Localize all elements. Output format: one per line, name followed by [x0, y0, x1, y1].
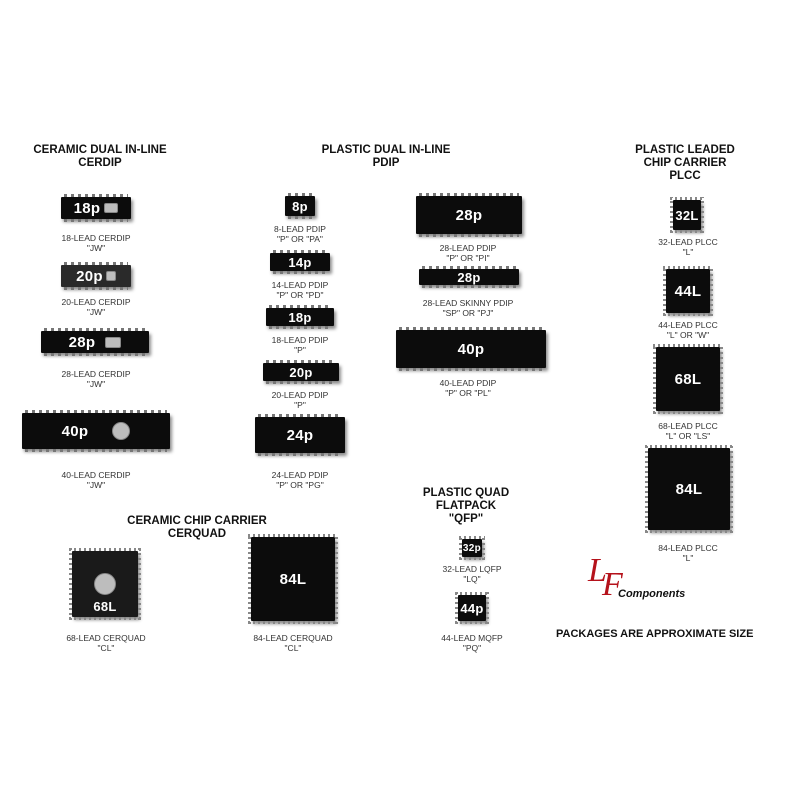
uv-window [112, 422, 130, 440]
caption-18p-pdip: 18-LEAD PDIP "P" [271, 335, 329, 355]
chip-14p-pdip: 14p [270, 253, 330, 271]
heading-plcc: PLASTIC LEADED CHIP CARRIER PLCC [635, 144, 735, 182]
uv-window [104, 203, 118, 213]
caption-18p-cerdip: 18-LEAD CERDIP "JW" [61, 233, 131, 253]
approximate-size-note: PACKAGES ARE APPROXIMATE SIZE [556, 628, 754, 640]
caption-44p-mqfp: 44-LEAD MQFP "PQ" [441, 633, 503, 653]
chip-68l-cerquad: 68L [72, 551, 138, 617]
caption-28p-cerdip: 28-LEAD CERDIP "JW" [61, 369, 131, 389]
caption-68l-plcc: 68-LEAD PLCC "L" OR "LS" [658, 421, 718, 441]
chip-40p-cerdip: 40p [22, 413, 170, 449]
logo-initial-l: L [588, 552, 607, 589]
caption-84l-cerquad: 84-LEAD CERQUAD "CL" [253, 633, 333, 653]
caption-32l-plcc: 32-LEAD PLCC "L" [658, 237, 718, 257]
chip-8p-pdip: 8p [285, 196, 315, 216]
lf-components-logo [588, 552, 708, 604]
chip-18p-pdip: 18p [266, 308, 334, 326]
caption-44l-plcc: 44-LEAD PLCC "L" OR "W" [658, 320, 718, 340]
uv-window [105, 337, 121, 348]
chip-28p-cerdip: 28p [41, 331, 149, 353]
chip-44l-plcc: 44L [666, 269, 710, 313]
caption-28p-pdip: 28-LEAD PDIP "P" OR "PI" [439, 243, 497, 263]
caption-40p-cerdip: 40-LEAD CERDIP "JW" [61, 470, 131, 490]
chip-44p-mqfp: 44p [458, 595, 486, 621]
chip-84l-cerquad: 84L [251, 537, 335, 621]
chip-18p-cerdip: 18p [61, 197, 131, 219]
caption-84l-plcc: 84-LEAD PLCC "L" [658, 543, 718, 563]
heading-cerquad: CERAMIC CHIP CARRIER CERQUAD [127, 515, 267, 540]
chip-84l-plcc: 84L [648, 448, 730, 530]
chip-28p-pdip: 28p [416, 196, 522, 234]
chip-68l-plcc: 68L [656, 347, 720, 411]
logo-text: Components [618, 588, 686, 600]
caption-40p-pdip: 40-LEAD PDIP "P" OR "PL" [439, 378, 497, 398]
chip-32p-lqfp: 32p [462, 539, 482, 557]
heading-qfp: PLASTIC QUAD FLATPACK "QFP" [422, 487, 510, 525]
caption-24p-pdip: 24-LEAD PDIP "P" OR "PG" [271, 470, 329, 490]
caption-14p-pdip: 14-LEAD PDIP "P" OR "PD" [271, 280, 329, 300]
chip-40p-pdip: 40p [396, 330, 546, 368]
heading-cerdip: CERAMIC DUAL IN-LINE CERDIP [33, 144, 167, 169]
uv-window [94, 573, 116, 595]
caption-8p-pdip: 8-LEAD PDIP "P" OR "PA" [274, 224, 326, 244]
chip-20p-cerdip: 20p [61, 265, 131, 287]
logo-initial-f: F [602, 566, 623, 603]
caption-20p-cerdip: 20-LEAD CERDIP "JW" [61, 297, 131, 317]
uv-window [106, 271, 116, 281]
chip-20p-pdip: 20p [263, 363, 339, 381]
caption-20p-pdip: 20-LEAD PDIP "P" [271, 390, 329, 410]
caption-32p-lqfp: 32-LEAD LQFP "LQ" [442, 564, 502, 584]
heading-pdip: PLASTIC DUAL IN-LINE PDIP [321, 144, 451, 169]
chip-24p-pdip: 24p [255, 417, 345, 453]
chip-32l-plcc: 32L [673, 200, 701, 230]
caption-68l-cerquad: 68-LEAD CERQUAD "CL" [66, 633, 146, 653]
chip-28p-skinny-pdip: 28p [419, 269, 519, 285]
caption-28p-skinny-pdip: 28-LEAD SKINNY PDIP "SP" OR "PJ" [422, 298, 514, 318]
